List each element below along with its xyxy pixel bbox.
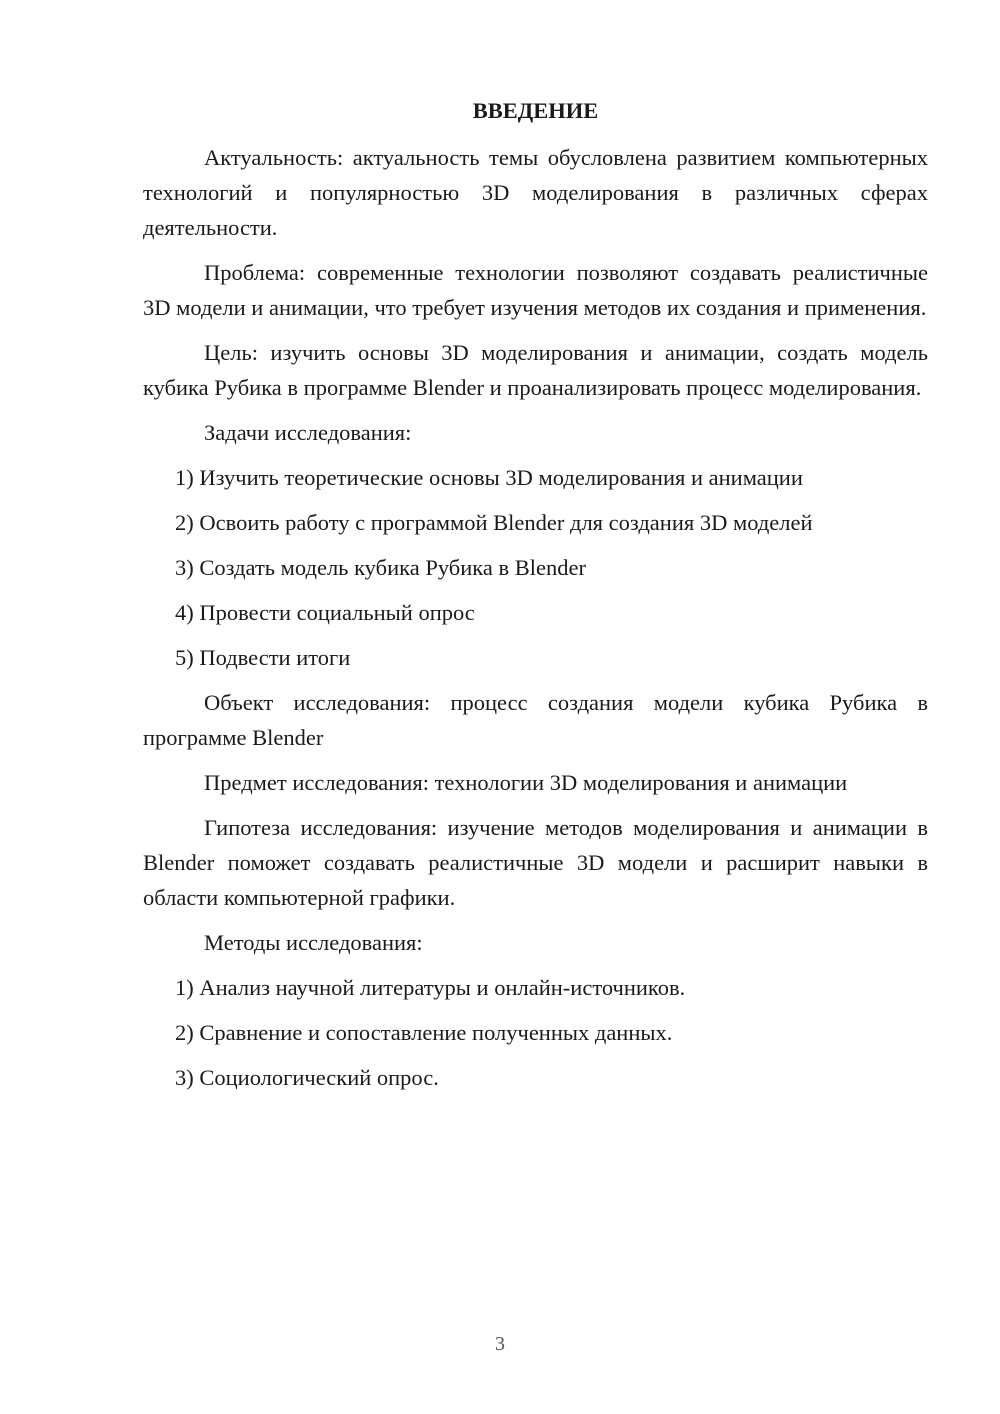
- method-item: 3) Социологический опрос.: [175, 1065, 439, 1090]
- tasks-list: [143, 460, 928, 675]
- object-paragraph: Объект исследования: процесс создания модели кубика Рубика в программе Blender: [143, 690, 928, 750]
- problem-paragraph: Проблема: современные технологии позволяют создавать реалистичные 3D модели и анимации, что требует изучения методов их создания и применения.: [143, 260, 928, 320]
- subject-paragraph: Предмет исследования: технологии 3D моделирования и анимации: [204, 770, 848, 795]
- methods-list: [143, 970, 928, 1095]
- tasks-title: Задачи исследования:: [204, 420, 412, 445]
- document-page: [143, 96, 928, 1105]
- method-item: 2) Сравнение и сопоставление полученных данных.: [175, 1020, 673, 1045]
- section-heading: ВВЕДЕНИЕ: [472, 98, 599, 123]
- task-item: 5) Подвести итоги: [175, 645, 351, 670]
- task-item: 2) Освоить работу с программой Blender для создания 3D моделей: [175, 510, 813, 535]
- relevance-paragraph: Актуальность: актуальность темы обусловлена развитием компьютерных технологий и популярностью 3D моделирования в различных сферах деятельности.: [143, 145, 928, 240]
- page-number: 3: [495, 1333, 505, 1355]
- method-item: 1) Анализ научной литературы и онлайн-источников.: [175, 975, 686, 1000]
- goal-paragraph: Цель: изучить основы 3D моделирования и анимации, создать модель кубика Рубика в программе Blender и проанализировать процесс моделирования.: [143, 340, 928, 400]
- task-item: 3) Создать модель кубика Рубика в Blender: [175, 555, 586, 580]
- task-item: 1) Изучить теоретические основы 3D моделирования и анимации: [175, 465, 803, 490]
- methods-title: Методы исследования:: [204, 930, 423, 955]
- hypothesis-paragraph: Гипотеза исследования: изучение методов моделирования и анимации в Blender поможет создавать реалистичные 3D модели и расширит навыки в области компьютерной графики.: [143, 815, 928, 910]
- task-item: 4) Провести социальный опрос: [175, 600, 475, 625]
